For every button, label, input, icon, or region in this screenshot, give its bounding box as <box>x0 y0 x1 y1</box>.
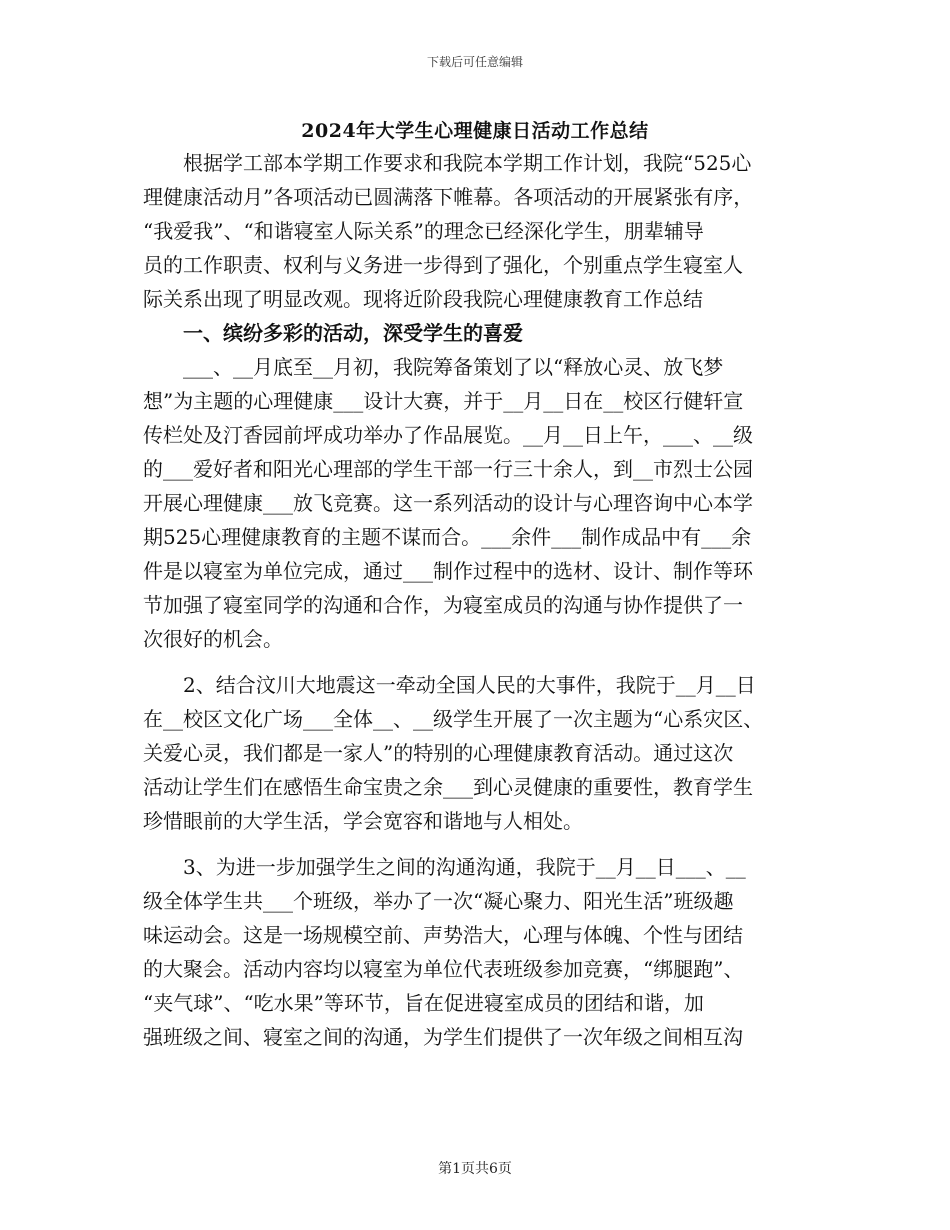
text-line: 期525心理健康教育的主题不谋而合。___余件___制作成品中有___余 <box>143 525 752 549</box>
text-line: 级全体学生共___个班级，举办了一次“凝心聚力、阳光生活”班级趣 <box>143 889 734 913</box>
text-line: 活动让学生们在感悟生命宝贵之余___到心灵健康的重要性，教育学生 <box>143 775 753 799</box>
text-line: “夹气球”、“吃水果”等环节，旨在促进寝室成员的团结和谐，加 <box>143 991 704 1015</box>
text-line: 理健康活动月”各项活动已圆满落下帷幕。各项活动的开展紧张有序， <box>143 185 754 209</box>
text-line: 件是以寝室为单位完成，通过___制作过程中的选材、设计、制作等环 <box>143 559 753 583</box>
text-line: 珍惜眼前的大学生活，学会宽容和谐地与人相处。 <box>143 809 583 833</box>
text-line: 2、结合汶川大地震这一牵动全国人民的大事件，我院于__月__日 <box>143 673 756 697</box>
page-number: 第1页共6页 <box>438 1161 512 1177</box>
text-line: 际关系出现了明显改观。现将近阶段我院心理健康教育工作总结 <box>143 287 703 311</box>
paragraph-activity-1 <box>143 350 815 656</box>
text-line: 关爱心灵，我们都是一家人”的特别的心理健康教育活动。通过这次 <box>143 741 734 765</box>
text-line: 强班级之间、寝室之间的沟通，为学生们提供了一次年级之间相互沟 <box>143 1025 743 1049</box>
text-line: 在__校区文化广场___全体__、__级学生开展了一次主题为“心系灾区、 <box>143 707 764 731</box>
paragraph-activity-2 <box>143 668 815 838</box>
paragraph-intro <box>143 146 815 316</box>
page-header-note: 下载后可任意编辑 <box>426 55 523 69</box>
document-body <box>143 146 815 1054</box>
text-line: 的大聚会。活动内容均以寝室为单位代表班级参加竞赛，“绑腿跑”、 <box>143 957 744 981</box>
document-title: 2024年大学生心理健康日活动工作总结 <box>301 120 649 142</box>
text-line: 根据学工部本学期工作要求和我院本学期工作计划，我院“525心 <box>143 151 752 175</box>
text-line: 3、为进一步加强学生之间的沟通沟通，我院于__月__日___、__ <box>143 855 746 879</box>
text-line: “我爱我”、“和谐寝室人际关系”的理念已经深化学生，朋辈辅导 <box>143 219 704 243</box>
section-heading: 一、缤纷多彩的活动，深受学生的喜爱 <box>143 321 523 345</box>
text-line: 次很好的机会。 <box>143 627 283 651</box>
text-line: 员的工作职责、权利与义务进一步得到了强化，个别重点学生寝室人 <box>143 253 743 277</box>
text-line: ___、__月底至__月初，我院筹备策划了以“释放心灵、放飞梦 <box>143 355 724 379</box>
text-line: 节加强了寝室同学的沟通和合作，为寝室成员的沟通与协作提供了一 <box>143 593 743 617</box>
text-line: 开展心理健康___放飞竞赛。这一系列活动的设计与心理咨询中心本学 <box>143 491 753 515</box>
text-line: 的___爱好者和阳光心理部的学生干部一行三十余人，到__市烈士公园 <box>143 457 753 481</box>
paragraph-activity-3 <box>143 850 815 1054</box>
text-line: 想”为主题的心理健康___设计大赛，并于__月__日在__校区行健轩宣 <box>143 389 744 413</box>
text-line: 味运动会。这是一场规模空前、声势浩大，心理与体魄、个性与团结 <box>143 923 743 947</box>
text-line: 传栏处及汀香园前坪成功举办了作品展览。__月__日上午，___、__级 <box>143 423 753 447</box>
